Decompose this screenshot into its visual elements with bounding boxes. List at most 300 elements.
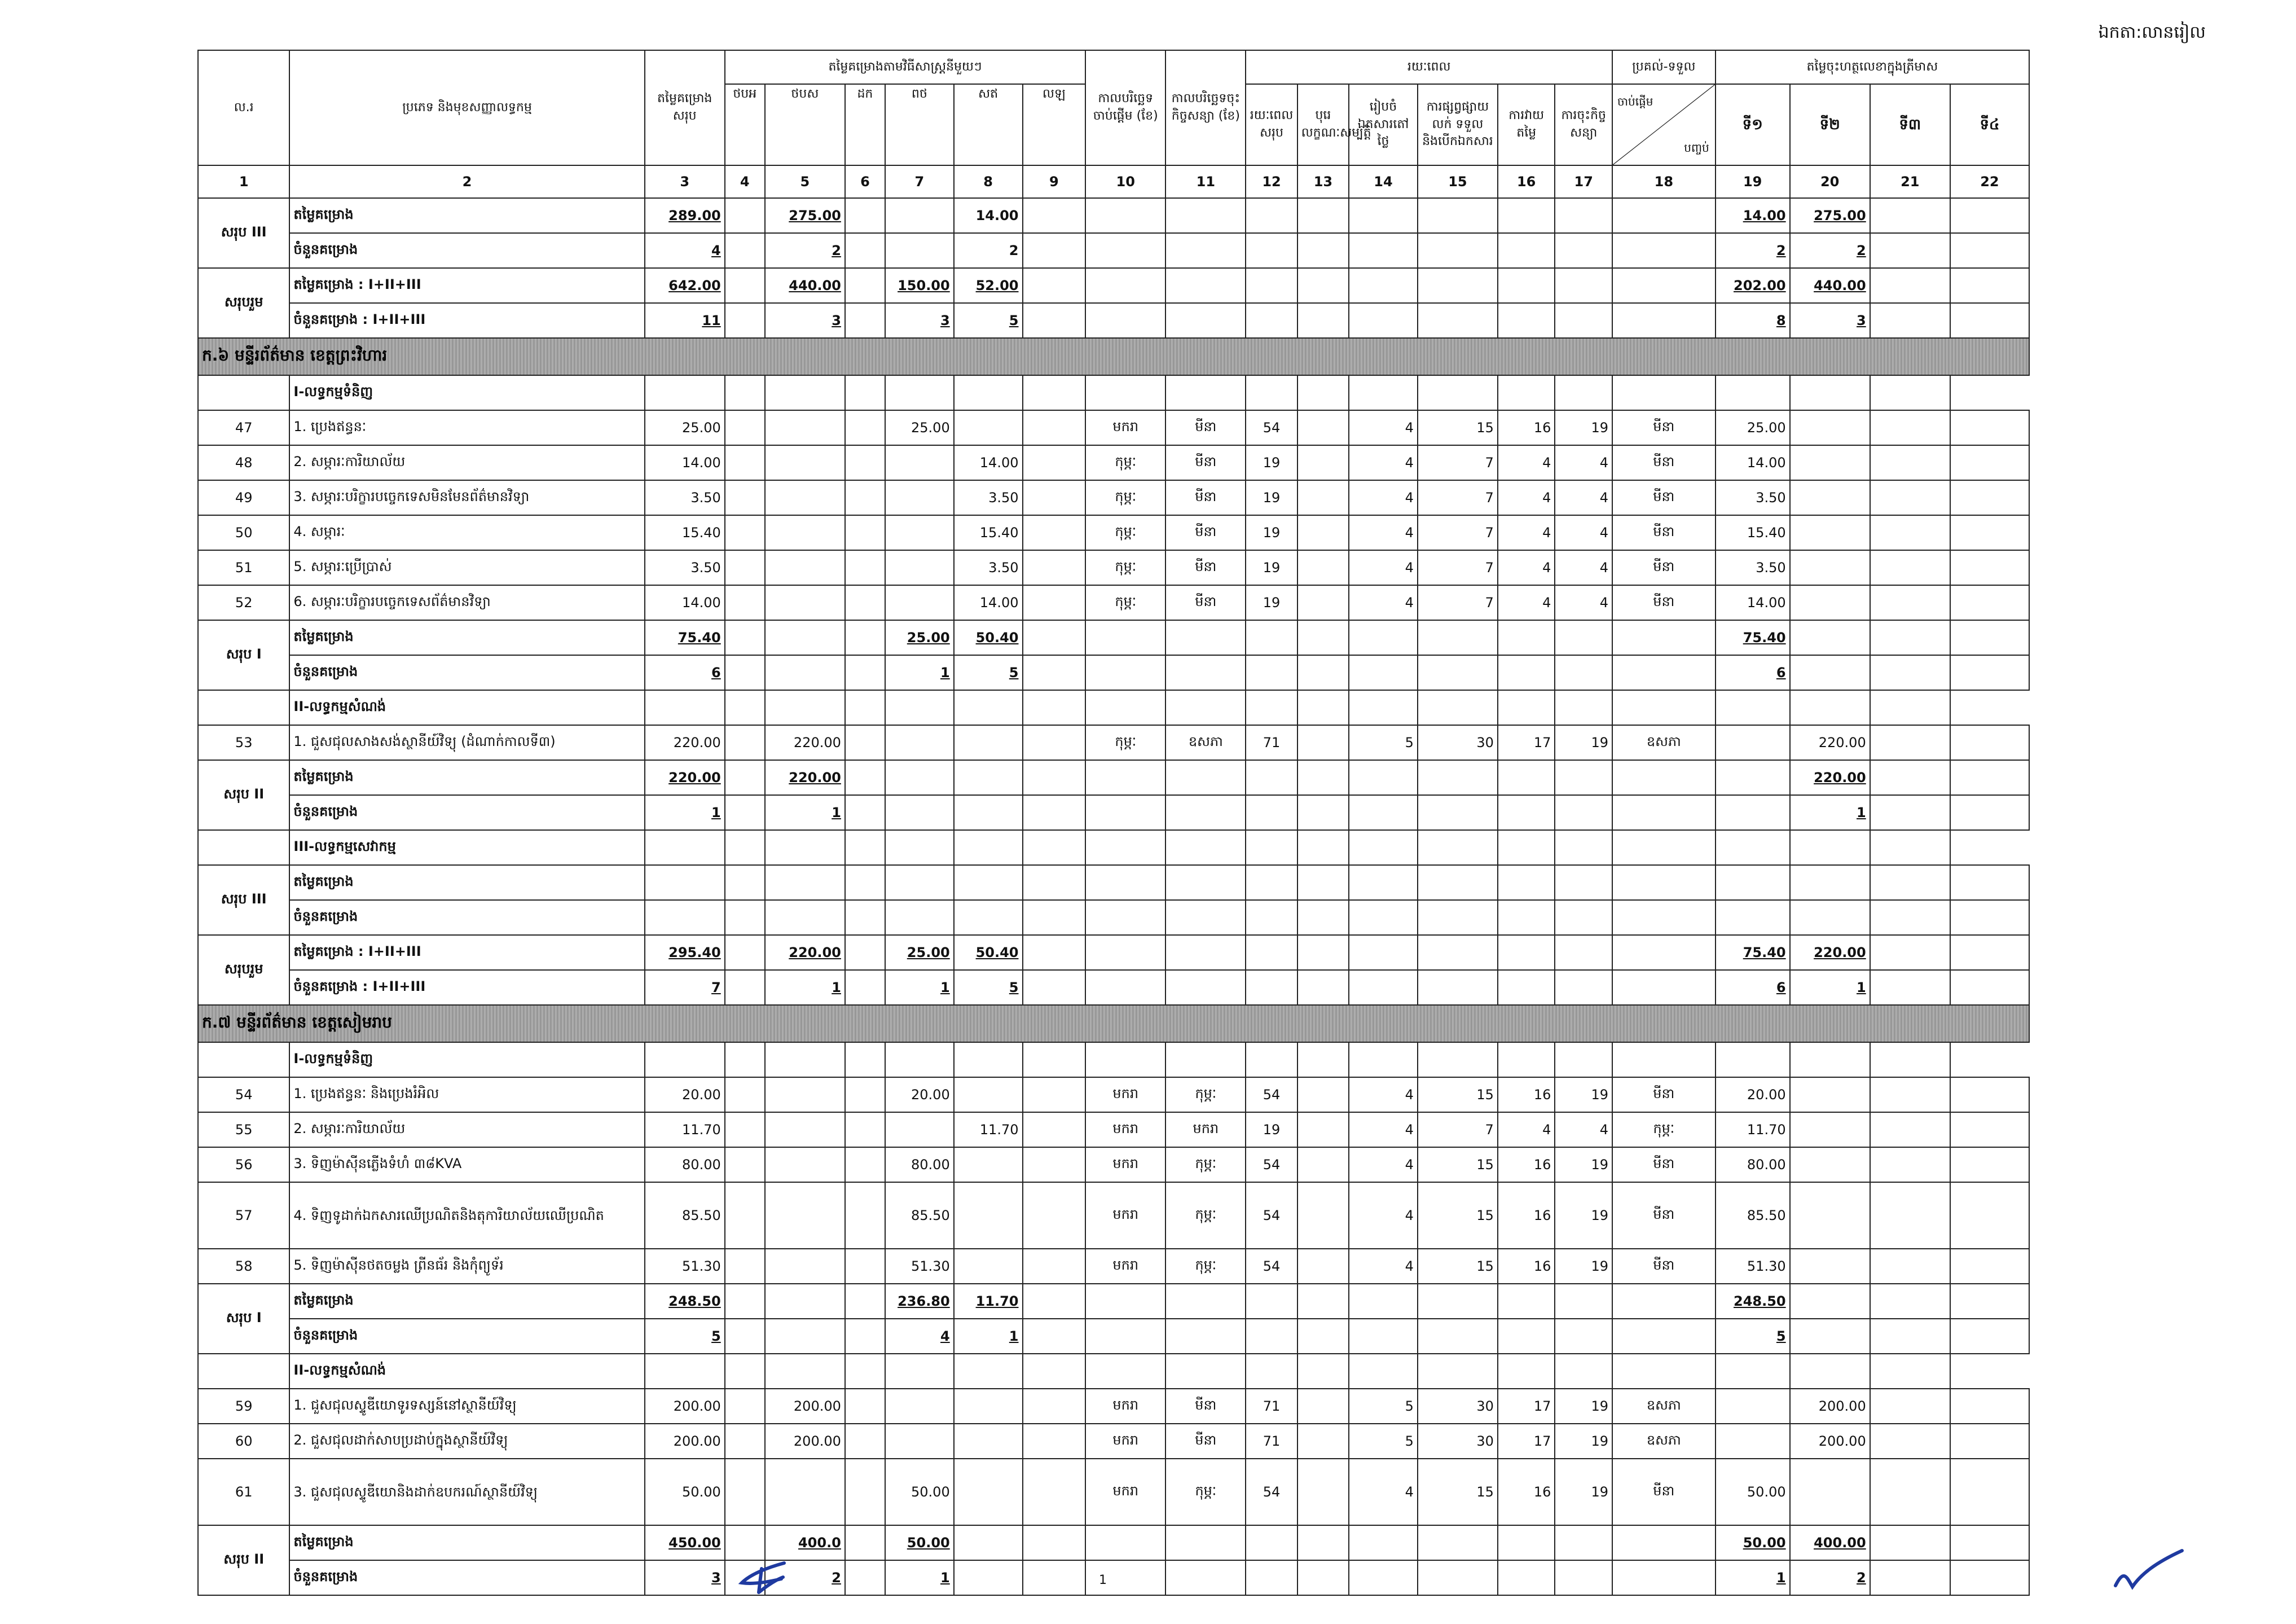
budget-cell xyxy=(725,1424,765,1459)
summary-cell: 295.40 xyxy=(645,935,725,970)
quarter-cell xyxy=(1950,1459,2029,1525)
start-month: មករា xyxy=(1085,1424,1165,1459)
duration-cell: 19 xyxy=(1555,1077,1612,1112)
finance-month: មីនា xyxy=(1612,585,1716,620)
summary-label: សរុប II xyxy=(198,1525,289,1595)
finance-month: ឧសភា xyxy=(1612,725,1716,760)
summary-cell: 4 xyxy=(645,233,725,268)
budget-cell: 200.00 xyxy=(765,1424,845,1459)
budget-cell xyxy=(725,1389,765,1424)
budget-cell xyxy=(765,1112,845,1147)
summary-row xyxy=(198,620,2029,655)
quarter-cell xyxy=(1950,1112,2029,1147)
duration-total: 19 xyxy=(1246,480,1297,515)
budget-cell xyxy=(725,585,765,620)
procurement-plan-table xyxy=(197,50,2030,1596)
table-row xyxy=(198,1249,2029,1284)
duration-cell: 4 xyxy=(1555,480,1612,515)
summary-cell: 5 xyxy=(645,1319,725,1354)
finance-month: កុម្ភៈ xyxy=(1612,1112,1716,1147)
quarter-cell xyxy=(1950,410,2029,445)
header-budget-col: ដក xyxy=(845,84,885,165)
duration-total: 54 xyxy=(1246,410,1297,445)
finance-month: មីនា xyxy=(1612,550,1716,585)
category-title: III-លទ្ធកម្មសេវាកម្ម xyxy=(289,830,644,865)
duration-total: 19 xyxy=(1246,1112,1297,1147)
table-row xyxy=(198,1424,2029,1459)
start-month: កុម្ភៈ xyxy=(1085,725,1165,760)
quarter-cell xyxy=(1870,1077,1950,1112)
duration-cell: 7 xyxy=(1418,480,1498,515)
summary-cell: 440.00 xyxy=(765,268,845,303)
summary-cell: 150.00 xyxy=(885,268,954,303)
header-duration-group: រយៈពេល xyxy=(1246,50,1612,84)
budget-cell xyxy=(954,410,1023,445)
summary-cell: 6 xyxy=(645,655,725,690)
quarter-cell: 200.00 xyxy=(1790,1389,1870,1424)
header-duration-col: រៀបចំឯកសារតៅថ្លៃ xyxy=(1349,84,1418,165)
quarter-cell xyxy=(1790,1459,1870,1525)
quarter-cell xyxy=(1950,585,2029,620)
budget-cell xyxy=(845,1249,885,1284)
summary-cell: 220.00 xyxy=(645,760,725,795)
budget-cell xyxy=(1023,1249,1086,1284)
summary-cell: 1 xyxy=(954,1319,1023,1354)
budget-cell xyxy=(765,550,845,585)
summary-cell: 75.40 xyxy=(645,620,725,655)
summary-cell: 75.40 xyxy=(1716,620,1790,655)
summary-cell: 220.00 xyxy=(1790,760,1870,795)
finance-month: មីនា xyxy=(1612,1459,1716,1525)
summary-row xyxy=(198,900,2029,935)
duration-cell xyxy=(1297,1424,1349,1459)
works-items xyxy=(198,1459,2029,1525)
duration-cell: 4 xyxy=(1498,445,1555,480)
item-number: 56 xyxy=(198,1147,289,1182)
table-row xyxy=(198,1077,2029,1112)
finance-month: មីនា xyxy=(1612,410,1716,445)
category-title: II-លទ្ធកម្មសំណង់ xyxy=(289,690,644,725)
start-month: មករា xyxy=(1085,1077,1165,1112)
sign-month: មីនា xyxy=(1165,480,1246,515)
budget-cell xyxy=(845,1112,885,1147)
budget-cell xyxy=(845,1147,885,1182)
finance-month: មីនា xyxy=(1612,445,1716,480)
section-title: ក.៦ មន្ទីរព័ត៌មាន ខេត្តព្រះវិហារ xyxy=(198,338,2029,375)
budget-cell xyxy=(1023,1112,1086,1147)
duration-cell: 5 xyxy=(1349,1424,1418,1459)
summary-cell: 25.00 xyxy=(885,935,954,970)
budget-cell xyxy=(1023,1424,1086,1459)
summary-caption: តម្លៃគម្រោង xyxy=(289,760,644,795)
duration-cell xyxy=(1297,445,1349,480)
grand-total-row xyxy=(198,303,2029,338)
summary-row xyxy=(198,760,2029,795)
quarter-cell xyxy=(1870,410,1950,445)
quarter-cell xyxy=(1790,1112,1870,1147)
finance-month: មីនា xyxy=(1612,515,1716,550)
quarter-cell xyxy=(1950,515,2029,550)
sign-month: កុម្ភៈ xyxy=(1165,1182,1246,1249)
duration-cell: 15 xyxy=(1418,410,1498,445)
grand-total-label: សរុបរួម xyxy=(198,268,289,338)
start-month: មករា xyxy=(1085,1182,1165,1249)
header-budget-col: លឡ xyxy=(1023,84,1086,165)
duration-cell: 19 xyxy=(1555,725,1612,760)
duration-cell: 17 xyxy=(1498,1424,1555,1459)
budget-cell xyxy=(885,725,954,760)
item-total: 200.00 xyxy=(645,1389,725,1424)
duration-cell xyxy=(1297,1459,1349,1525)
summary-cell: 1 xyxy=(765,795,845,830)
item-number: 54 xyxy=(198,1077,289,1112)
initials-signature-left xyxy=(728,1557,807,1597)
summary-cell: 3 xyxy=(765,303,845,338)
sign-month: មីនា xyxy=(1165,550,1246,585)
duration-cell: 4 xyxy=(1349,1112,1418,1147)
summary-row xyxy=(198,198,2029,233)
summary-label: សរុប III xyxy=(198,865,289,935)
summary-cell: 1 xyxy=(885,1560,954,1595)
header-finance-end: បញ្ចប់ xyxy=(1684,141,1709,155)
item-total: 85.50 xyxy=(645,1182,725,1249)
quarter-cell xyxy=(1870,445,1950,480)
duration-cell: 4 xyxy=(1349,1182,1418,1249)
summary-caption: តម្លៃគម្រោង xyxy=(289,198,644,233)
initials-signature-right xyxy=(2110,1546,2189,1597)
quarter-cell: 20.00 xyxy=(1716,1077,1790,1112)
category-row xyxy=(198,1354,2029,1389)
duration-total: 71 xyxy=(1246,1424,1297,1459)
item-label: 6. សម្ភារៈបរិក្ខារបច្ចេកទេសព័ត៌មានវិទ្យា xyxy=(289,585,644,620)
summary-cell: 1 xyxy=(885,655,954,690)
header-type: ប្រភេទ និងមុខសញ្ញាលទ្ធកម្ម xyxy=(289,50,644,165)
section-title: ក.៧ មន្ទីរព័ត៌មាន ខេត្តសៀមរាប xyxy=(198,1005,2029,1042)
table-row xyxy=(198,585,2029,620)
summary-cell: 1 xyxy=(1790,970,1870,1005)
table-row xyxy=(198,410,2029,445)
category-title: I-លទ្ធកម្មទំនិញ xyxy=(289,375,644,410)
header-duration-col: រយៈពេលសរុប xyxy=(1246,84,1297,165)
header-budget-group: តម្លៃគម្រោងតាមវិធីសាស្ត្រនីមួយៗ xyxy=(725,50,1085,84)
summary-cell: 2 xyxy=(1790,233,1870,268)
start-month: កុម្ភៈ xyxy=(1085,515,1165,550)
duration-cell: 4 xyxy=(1349,515,1418,550)
duration-cell: 4 xyxy=(1498,1112,1555,1147)
summary-cell: 52.00 xyxy=(954,268,1023,303)
summary-caption: ចំនួនគម្រោង xyxy=(289,233,644,268)
budget-cell xyxy=(845,1182,885,1249)
duration-total: 54 xyxy=(1246,1147,1297,1182)
item-number: 55 xyxy=(198,1112,289,1147)
quarter-cell xyxy=(1790,585,1870,620)
budget-cell xyxy=(954,1424,1023,1459)
quarter-cell: 220.00 xyxy=(1790,725,1870,760)
budget-cell: 25.00 xyxy=(885,410,954,445)
column-number: 21 xyxy=(1870,165,1950,198)
budget-cell xyxy=(725,725,765,760)
budget-cell xyxy=(1023,725,1086,760)
goods-items xyxy=(198,1077,2029,1182)
budget-cell xyxy=(885,515,954,550)
column-number: 18 xyxy=(1612,165,1716,198)
duration-cell: 4 xyxy=(1498,480,1555,515)
header-finance-group: ប្រគល់-ទទួល xyxy=(1612,50,1716,84)
start-month: មករា xyxy=(1085,1147,1165,1182)
summary-cell: 236.80 xyxy=(885,1284,954,1319)
item-label: 5. ទិញម៉ាស៊ីនថតចម្លង ព្រីនធ័រ និងកុំព្យូទ័រ xyxy=(289,1249,644,1284)
item-label: 3. ទិញម៉ាស៊ីនភ្លើងទំហំ ៣៨KVA xyxy=(289,1147,644,1182)
summary-cell: 1 xyxy=(1790,795,1870,830)
summary-cell: 275.00 xyxy=(1790,198,1870,233)
item-total: 14.00 xyxy=(645,445,725,480)
summary-row xyxy=(198,1319,2029,1354)
budget-cell xyxy=(885,1424,954,1459)
duration-cell: 15 xyxy=(1418,1147,1498,1182)
summary-cell: 50.00 xyxy=(885,1525,954,1560)
summary-cell: 248.50 xyxy=(1716,1284,1790,1319)
duration-cell xyxy=(1297,410,1349,445)
summary-cell: 440.00 xyxy=(1790,268,1870,303)
duration-cell: 15 xyxy=(1418,1249,1498,1284)
column-number: 1 xyxy=(198,165,289,198)
summary-caption: ចំនួនគម្រោង xyxy=(289,1560,644,1595)
duration-cell: 4 xyxy=(1555,550,1612,585)
table-row xyxy=(198,515,2029,550)
works-items xyxy=(198,1389,2029,1459)
quarter-cell xyxy=(1950,1389,2029,1424)
table-row xyxy=(198,1182,2029,1249)
duration-cell: 30 xyxy=(1418,725,1498,760)
finance-month: ឧសភា xyxy=(1612,1424,1716,1459)
summary-cell: 2 xyxy=(954,233,1023,268)
summary-row xyxy=(198,1284,2029,1319)
duration-total: 19 xyxy=(1246,550,1297,585)
quarter-cell xyxy=(1790,1147,1870,1182)
sign-month: កុម្ភៈ xyxy=(1165,1077,1246,1112)
quarter-cell: 3.50 xyxy=(1716,550,1790,585)
quarter-cell xyxy=(1950,550,2029,585)
duration-cell xyxy=(1297,550,1349,585)
goods-items xyxy=(198,1249,2029,1284)
budget-cell xyxy=(885,585,954,620)
start-month: មករា xyxy=(1085,1112,1165,1147)
item-total: 50.00 xyxy=(645,1459,725,1525)
summary-row xyxy=(198,655,2029,690)
budget-cell: 11.70 xyxy=(954,1112,1023,1147)
budget-cell xyxy=(954,1249,1023,1284)
summary-cell: 1 xyxy=(1716,1560,1790,1595)
quarter-cell xyxy=(1870,550,1950,585)
summary-caption: ចំនួនគម្រោង xyxy=(289,900,644,935)
budget-cell: 220.00 xyxy=(765,725,845,760)
header-total: តម្លៃគម្រោងសរុប xyxy=(645,50,725,165)
budget-cell xyxy=(725,480,765,515)
duration-total: 71 xyxy=(1246,725,1297,760)
duration-cell: 16 xyxy=(1498,1182,1555,1249)
summary-caption: ចំនួនគម្រោង xyxy=(289,795,644,830)
budget-cell: 14.00 xyxy=(954,445,1023,480)
grand-total-row xyxy=(198,935,2029,970)
duration-cell: 16 xyxy=(1498,1459,1555,1525)
duration-total: 19 xyxy=(1246,515,1297,550)
budget-cell xyxy=(1023,1077,1086,1112)
summary-caption: ចំនួនគម្រោង : I+II+III xyxy=(289,970,644,1005)
duration-cell: 4 xyxy=(1349,1077,1418,1112)
budget-cell: 80.00 xyxy=(885,1147,954,1182)
item-label: 2. សម្ភារៈការិយាល័យ xyxy=(289,1112,644,1147)
summary-cell: 248.50 xyxy=(645,1284,725,1319)
summary-cell: 50.40 xyxy=(954,935,1023,970)
summary-cell: 1 xyxy=(885,970,954,1005)
table-row xyxy=(198,550,2029,585)
item-number: 48 xyxy=(198,445,289,480)
column-number: 6 xyxy=(845,165,885,198)
summary-cell: 450.00 xyxy=(645,1525,725,1560)
table-row xyxy=(198,445,2029,480)
budget-cell xyxy=(765,1249,845,1284)
sign-month: មីនា xyxy=(1165,410,1246,445)
summary-cell: 220.00 xyxy=(1790,935,1870,970)
item-number: 49 xyxy=(198,480,289,515)
duration-cell: 16 xyxy=(1498,410,1555,445)
summary-row xyxy=(198,795,2029,830)
summary-label: សរុប I xyxy=(198,620,289,690)
unit-label: ឯកតា:លានរៀល xyxy=(2098,23,2206,42)
summary-cell: 50.00 xyxy=(1716,1525,1790,1560)
summary-cell: 3 xyxy=(645,1560,725,1595)
budget-cell xyxy=(1023,585,1086,620)
budget-cell xyxy=(765,585,845,620)
duration-cell: 4 xyxy=(1349,1459,1418,1525)
summary-cell: 2 xyxy=(765,233,845,268)
sign-month: មីនា xyxy=(1165,1424,1246,1459)
table-row xyxy=(198,1147,2029,1182)
column-number: 5 xyxy=(765,165,845,198)
item-number: 47 xyxy=(198,410,289,445)
summary-row xyxy=(198,1560,2029,1595)
summary-cell: 400.0 xyxy=(765,1525,845,1560)
summary-label: សរុប III xyxy=(198,198,289,268)
start-month: កុម្ភៈ xyxy=(1085,445,1165,480)
duration-cell xyxy=(1297,480,1349,515)
summary-cell: 3 xyxy=(1790,303,1870,338)
column-number: 14 xyxy=(1349,165,1418,198)
column-number-row xyxy=(198,165,2029,198)
column-number: 12 xyxy=(1246,165,1297,198)
item-number: 61 xyxy=(198,1459,289,1525)
budget-cell xyxy=(765,1147,845,1182)
duration-total: 54 xyxy=(1246,1249,1297,1284)
duration-cell: 4 xyxy=(1555,515,1612,550)
budget-cell xyxy=(954,1389,1023,1424)
quarter-cell xyxy=(1870,1147,1950,1182)
summary-cell: 5 xyxy=(954,970,1023,1005)
summary-cell: 2 xyxy=(1790,1560,1870,1595)
category-row xyxy=(198,830,2029,865)
duration-cell: 16 xyxy=(1498,1077,1555,1112)
quarter-cell xyxy=(1790,515,1870,550)
budget-cell xyxy=(765,410,845,445)
budget-cell xyxy=(725,410,765,445)
start-month: មករា xyxy=(1085,410,1165,445)
quarter-cell xyxy=(1950,1182,2029,1249)
sign-month: មីនា xyxy=(1165,445,1246,480)
budget-cell xyxy=(725,1249,765,1284)
budget-cell xyxy=(885,480,954,515)
start-month: កុម្ភៈ xyxy=(1085,585,1165,620)
works-items xyxy=(198,725,2029,760)
budget-cell: 20.00 xyxy=(885,1077,954,1112)
budget-cell xyxy=(845,515,885,550)
summary-caption: តម្លៃគម្រោង xyxy=(289,1525,644,1560)
section-header xyxy=(198,1005,2029,1042)
budget-cell xyxy=(954,1147,1023,1182)
summary-cell: 642.00 xyxy=(645,268,725,303)
header-no: ល.រ xyxy=(198,50,289,165)
budget-cell xyxy=(725,1459,765,1525)
budget-cell xyxy=(765,1077,845,1112)
budget-cell xyxy=(845,480,885,515)
budget-cell xyxy=(725,1112,765,1147)
quarter-cell xyxy=(1790,1249,1870,1284)
duration-cell: 4 xyxy=(1349,1249,1418,1284)
item-total: 14.00 xyxy=(645,585,725,620)
quarter-cell: 85.50 xyxy=(1716,1182,1790,1249)
header-duration-col: ការវាយតម្លៃ xyxy=(1498,84,1555,165)
item-number: 58 xyxy=(198,1249,289,1284)
item-label: 3. សម្ភារៈបរិក្ខារបច្ចេកទេសមិនមែនព័ត៌មានវិទ្យា xyxy=(289,480,644,515)
quarter-cell xyxy=(1870,480,1950,515)
quarter-cell xyxy=(1870,515,1950,550)
quarter-cell: 14.00 xyxy=(1716,585,1790,620)
quarter-cell xyxy=(1870,1389,1950,1424)
budget-cell xyxy=(765,1459,845,1525)
summary-label: សរុប II xyxy=(198,760,289,830)
summary-caption: ចំនួនគម្រោង xyxy=(289,655,644,690)
budget-cell: 85.50 xyxy=(885,1182,954,1249)
item-label: 1. ប្រេងឥន្ធនៈ xyxy=(289,410,644,445)
duration-cell: 16 xyxy=(1498,1249,1555,1284)
item-total: 20.00 xyxy=(645,1077,725,1112)
budget-cell xyxy=(1023,480,1086,515)
finance-month: មីនា xyxy=(1612,480,1716,515)
budget-cell: 15.40 xyxy=(954,515,1023,550)
budget-cell: 3.50 xyxy=(954,480,1023,515)
header-quarter: ទី៣ xyxy=(1870,84,1950,165)
quarter-cell xyxy=(1790,1182,1870,1249)
budget-cell xyxy=(954,1077,1023,1112)
duration-total: 54 xyxy=(1246,1182,1297,1249)
sign-month: មីនា xyxy=(1165,585,1246,620)
summary-caption: ចំនួនគម្រោង xyxy=(289,1319,644,1354)
duration-cell: 7 xyxy=(1418,550,1498,585)
summary-row xyxy=(198,233,2029,268)
header-quarter: ទី៤ xyxy=(1950,84,2029,165)
header-sign: កាលបរិច្ឆេទចុះកិច្ចសន្យា (ខែ) xyxy=(1165,50,1246,165)
duration-cell: 4 xyxy=(1555,1112,1612,1147)
budget-cell xyxy=(845,445,885,480)
header-budget-col: ថបអ xyxy=(725,84,765,165)
duration-total: 54 xyxy=(1246,1459,1297,1525)
budget-cell xyxy=(725,550,765,585)
duration-total: 71 xyxy=(1246,1389,1297,1424)
duration-cell: 7 xyxy=(1418,515,1498,550)
column-number: 16 xyxy=(1498,165,1555,198)
duration-cell: 4 xyxy=(1498,515,1555,550)
summary-caption: តម្លៃគម្រោង xyxy=(289,620,644,655)
quarter-cell: 11.70 xyxy=(1716,1112,1790,1147)
